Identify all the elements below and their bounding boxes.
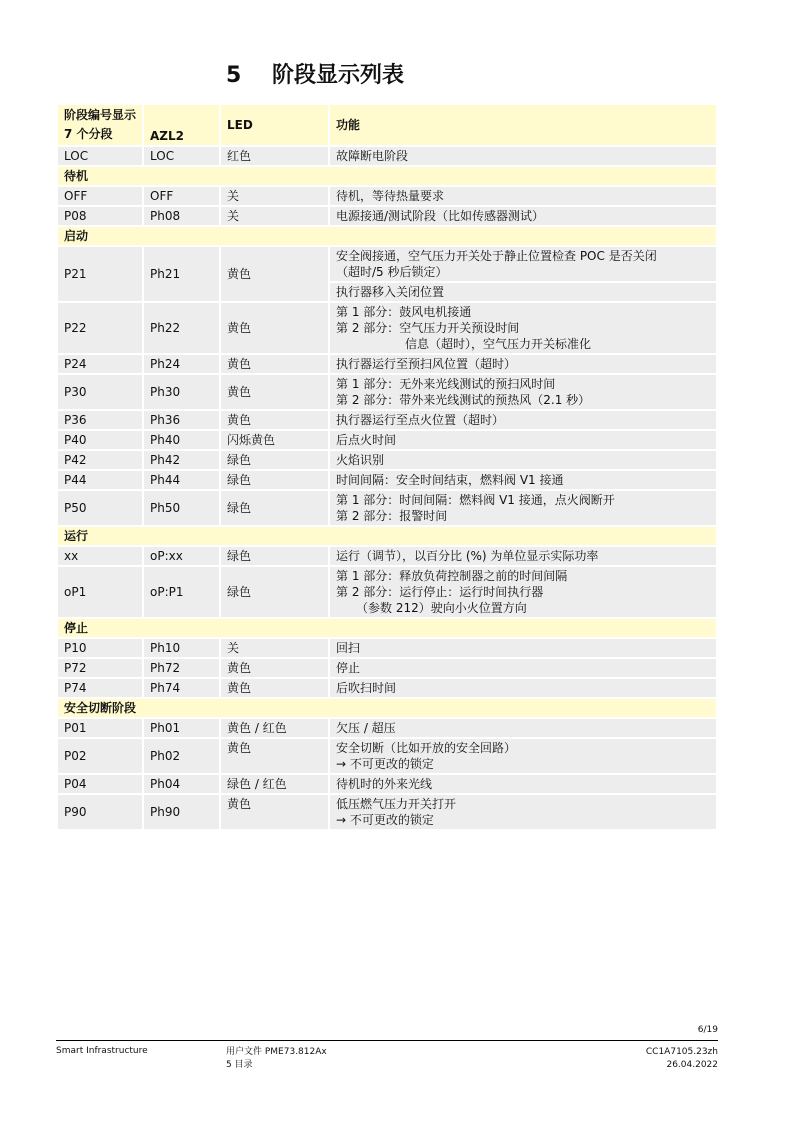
phase-code-7seg: P40 [58,431,142,449]
table-row [58,679,716,697]
function-description [330,719,716,737]
phase-code-7seg: P08 [58,207,142,225]
function-line: 信息（超时），空气压力开关标准化 [405,337,592,351]
led-color: 红色 [221,147,328,165]
phase-code-azl2: Ph10 [144,639,219,657]
section-label: 待机 [58,167,716,185]
function-line: → 不可更改的锁定 [336,813,434,827]
function-line: 执行器移入关闭位置 [336,285,445,299]
function-line: 第 2 部分：报警时间 [336,509,448,523]
phase-code-azl2: Ph24 [144,355,219,373]
table-row [58,375,716,409]
phase-code-7seg: xx [58,547,142,565]
function-description [330,283,716,301]
function-description [330,471,716,489]
phase-code-7seg: P04 [58,775,142,793]
phase-code-azl2: Ph90 [144,795,219,829]
led-color: 关 [221,207,328,225]
function-line: 故障断电阶段 [336,149,409,163]
header-col3 [221,105,328,145]
footer-divider [56,1040,718,1041]
phase-code-7seg: P90 [58,795,142,829]
heading-title: 阶段显示列表 [272,63,405,88]
function-description [330,567,716,617]
table-row [58,303,716,353]
phase-code-azl2: Ph36 [144,411,219,429]
header-col2 [144,105,219,145]
table-header-row [58,105,716,145]
function-description [330,375,716,409]
led-color: 绿色 [221,547,328,565]
function-description [330,795,716,829]
phase-code-7seg: P44 [58,471,142,489]
function-line: 回扫 [336,641,361,655]
section-row [58,227,716,245]
led-color: 黄色 [221,411,328,429]
phase-code-7seg: OFF [58,187,142,205]
table-row [58,567,716,617]
function-line: 执行器运行至预扫风位置（超时） [336,357,517,371]
phase-code-azl2: Ph02 [144,739,219,773]
function-description [330,147,716,165]
table-row [58,491,716,525]
header-col3-label: LED [227,118,253,132]
function-line: 安全切断（比如开放的安全回路） [336,741,517,755]
footer-company: Smart Infrastructure [56,1046,148,1056]
footer-reference [646,1046,718,1072]
section-row [58,699,716,717]
phase-code-azl2: Ph44 [144,471,219,489]
heading-number: 5 [226,63,242,88]
function-line: 安全阀接通，空气压力开关处于静止位置检查 POC 是否关闭 [336,249,657,263]
led-color: 绿色 [221,471,328,489]
phase-code-azl2: Ph72 [144,659,219,677]
table-row [58,411,716,429]
led-color: 黄色 [221,679,328,697]
function-line: 电源接通/测试阶段（比如传感器测试） [336,209,545,223]
led-color: 绿色 [221,491,328,525]
phase-code-azl2: Ph74 [144,679,219,697]
section-label: 安全切断阶段 [58,699,716,717]
led-color: 绿色 [221,451,328,469]
function-description [330,411,716,429]
led-color: 黄色 [221,355,328,373]
function-line: 后点火时间 [336,433,397,447]
function-line: 第 2 部分：运行停止：运行时间执行器 [336,585,544,599]
phase-code-7seg: P42 [58,451,142,469]
phase-code-7seg: P10 [58,639,142,657]
section-row [58,619,716,637]
phase-code-azl2: oP:xx [144,547,219,565]
function-line: 低压燃气压力开关打开 [336,797,457,811]
phase-code-7seg: LOC [58,147,142,165]
led-color: 黄色 [221,659,328,677]
table-row [58,739,716,773]
phase-code-7seg: P21 [58,247,142,301]
function-description [330,775,716,793]
section-row [58,167,716,185]
phase-code-azl2: Ph30 [144,375,219,409]
function-line: → 不可更改的锁定 [336,757,434,771]
table-row [58,147,716,165]
function-line: （超时/5 秒后锁定） [336,265,448,279]
header-col2-label: AZL2 [150,129,184,143]
header-col1-line1: 阶段编号显示 [64,108,137,122]
function-line: 第 1 部分：无外来光线测试的预扫风时间 [336,377,556,391]
phase-code-7seg: P30 [58,375,142,409]
table-row [58,719,716,737]
section-label: 停止 [58,619,716,637]
phase-display-table [56,103,718,831]
function-description [330,303,716,353]
function-line: 第 1 部分：时间间隔：燃料阀 V1 接通，点火阀断开 [336,493,615,507]
led-color: 绿色 [221,567,328,617]
phase-code-azl2: LOC [144,147,219,165]
function-line: 待机，等待热量要求 [336,189,445,203]
function-description [330,639,716,657]
function-description [330,679,716,697]
function-description [330,739,716,773]
table-row [58,639,716,657]
phase-code-7seg: P22 [58,303,142,353]
phase-code-7seg: P72 [58,659,142,677]
phase-code-azl2: Ph40 [144,431,219,449]
phase-code-7seg: P01 [58,719,142,737]
function-line: 运行（调节），以百分比 (%) 为单位显示实际功率 [336,549,599,563]
table-row [58,431,716,449]
phase-code-azl2: Ph01 [144,719,219,737]
function-line: 欠压 / 超压 [336,721,396,735]
table-row [58,207,716,225]
phase-code-7seg: P50 [58,491,142,525]
footer-doc-code: CC1A7105.23zh [645,1047,718,1057]
section-label: 启动 [58,227,716,245]
function-line: 第 2 部分：空气压力开关预设时间 [336,321,520,335]
function-description [330,431,716,449]
phase-code-7seg: oP1 [58,567,142,617]
led-color: 关 [221,639,328,657]
phase-code-7seg: P36 [58,411,142,429]
page-heading [226,58,404,89]
function-line: 执行器运行至点火位置（超时） [336,413,505,427]
table-row [58,547,716,565]
function-description [330,451,716,469]
phase-code-azl2: Ph08 [144,207,219,225]
header-col1-line2: 7 个分段 [64,127,113,141]
section-label: 运行 [58,527,716,545]
led-color: 绿色 / 红色 [221,775,328,793]
function-line: 第 1 部分：鼓风电机接通 [336,305,472,319]
function-line: 时间间隔：安全时间结束，燃料阀 V1 接通 [336,473,564,487]
function-description [330,247,716,281]
footer-document-name: 用户文件 PME73.812Ax [226,1047,327,1057]
function-line: 第 2 部分：带外来光线测试的预热风（2.1 秒） [336,393,591,407]
led-color: 黄色 [221,247,328,301]
footer-document [226,1046,327,1072]
function-line: 待机时的外来光线 [336,777,433,791]
led-color: 闪烁黄色 [221,431,328,449]
phase-code-7seg: P24 [58,355,142,373]
table-row [58,355,716,373]
phase-code-azl2: OFF [144,187,219,205]
led-color: 黄色 [221,739,328,773]
function-line: 火焰识别 [336,453,385,467]
footer-chapter: 5 目录 [226,1060,253,1070]
phase-code-7seg: P02 [58,739,142,773]
table-row [58,659,716,677]
phase-code-azl2: Ph50 [144,491,219,525]
led-color: 黄色 [221,795,328,829]
phase-code-azl2: Ph04 [144,775,219,793]
led-color: 关 [221,187,328,205]
phase-code-azl2: Ph42 [144,451,219,469]
header-col4 [330,105,716,145]
header-col1 [58,105,142,145]
table-row [58,795,716,829]
function-description [330,491,716,525]
led-color: 黄色 / 红色 [221,719,328,737]
function-description [330,355,716,373]
function-description [330,659,716,677]
table-row [58,451,716,469]
led-color: 黄色 [221,375,328,409]
led-color: 黄色 [221,303,328,353]
function-line: （参数 212）驶向小火位置方向 [356,601,527,615]
footer-date: 26.04.2022 [666,1060,718,1070]
table-row [58,471,716,489]
table-row [58,247,716,281]
table-row [58,775,716,793]
function-description [330,547,716,565]
function-line: 后吹扫时间 [336,681,397,695]
header-col4-label: 功能 [336,118,361,132]
phase-code-azl2: Ph22 [144,303,219,353]
phase-code-azl2: oP:P1 [144,567,219,617]
function-description [330,187,716,205]
page-number: 6/19 [697,1025,718,1035]
phase-code-7seg: P74 [58,679,142,697]
function-line: 第 1 部分：释放负荷控制器之前的时间间隔 [336,569,568,583]
function-description [330,207,716,225]
section-row [58,527,716,545]
table-row [58,187,716,205]
phase-code-azl2: Ph21 [144,247,219,301]
function-line: 停止 [336,661,361,675]
